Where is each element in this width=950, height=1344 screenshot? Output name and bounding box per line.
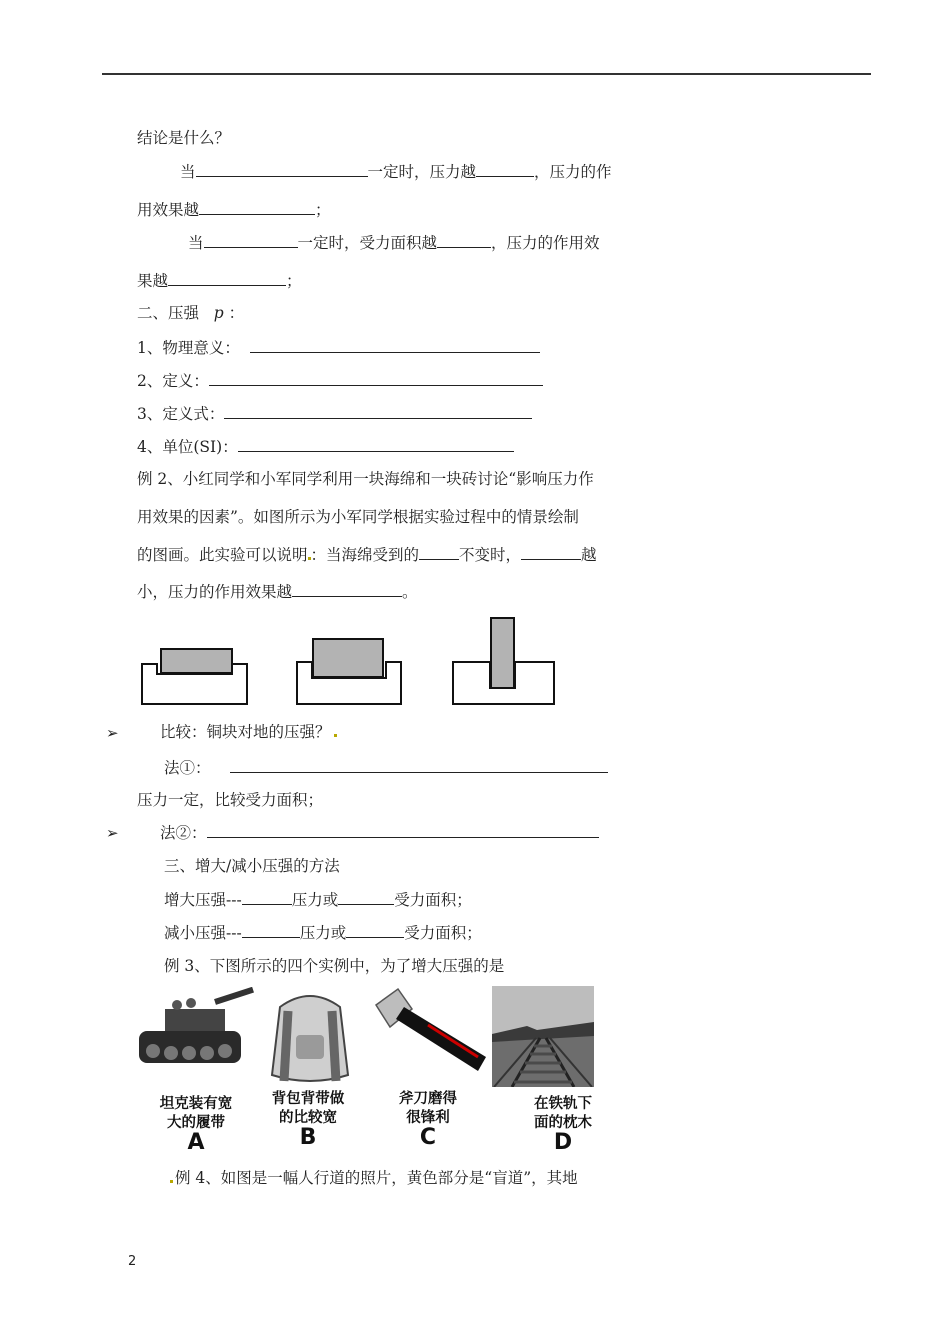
text-line: 1、物理意义： <box>137 337 540 358</box>
section-heading: 三、增大/减小压强的方法 <box>164 857 340 875</box>
text-line: 当 一定时，压力越 ，压力的作 <box>180 163 612 181</box>
text-line: 小，压力的作用效果越 。 <box>137 583 418 601</box>
bullet-arrow-icon: ➢ <box>106 824 119 842</box>
axe-image <box>368 987 490 1083</box>
text-line: 果越 ； <box>137 272 302 290</box>
text-line: 增大压强--- 压力或 受力面积； <box>164 891 472 909</box>
text-line: 压力一定，比较受力面积； <box>137 791 324 809</box>
backpack-image <box>260 987 360 1089</box>
text-line: 2、定义： <box>137 370 543 391</box>
example-caption: 背包背带做 的比较宽 B <box>271 1091 345 1150</box>
text-line: 结论是什么？ <box>137 129 231 147</box>
text-line: 3、定义式： <box>137 403 532 424</box>
page-number: 2 <box>128 1254 137 1269</box>
section-heading: 二、压强 p ： <box>137 304 245 322</box>
tank-image <box>135 987 255 1087</box>
example-caption: 斧刀磨得 很锋利 C <box>399 1091 457 1150</box>
text-line: 法①： <box>164 757 608 778</box>
brick-side <box>313 639 383 677</box>
bullet-arrow-icon: ➢ <box>106 724 119 742</box>
text-line: 用效果越 ； <box>137 201 331 219</box>
example-caption: 在铁轨下 面的枕木 D <box>534 1096 592 1155</box>
text-line: 例 3、下图所示的四个实例中，为了增大压强的是 <box>164 957 505 975</box>
text-line: 比较：铜块对地的压强？ <box>160 722 337 742</box>
text-line: 当 一定时，受力面积越 ，压力的作用效 <box>188 234 600 252</box>
example-caption: 坦克装有宽 大的履带 A <box>159 1096 233 1155</box>
text-line: 例 2、小红同学和小军同学利用一块海绵和一块砖讨论“影响压力作 <box>137 470 594 488</box>
brick-upright <box>491 618 514 688</box>
text-line: 例 4、如图是一幅人行道的照片，黄色部分是“盲道”，其地 <box>170 1168 578 1188</box>
header-rule <box>102 73 871 75</box>
text-line: 用效果的因素”。如图所示为小军同学根据实验过程中的情景绘制 <box>137 508 579 526</box>
brick-flat <box>161 649 232 673</box>
text-line: 法②： <box>160 822 599 843</box>
railway-image <box>492 986 594 1087</box>
text-line: 的图画。此实验可以说明 ：当海绵受到的 不变时， 越 <box>137 546 597 564</box>
text-line: 4、单位(SI)： <box>137 436 514 457</box>
sponge-brick-figure <box>135 612 565 712</box>
text-line: 减小压强--- 压力或 受力面积； <box>164 924 482 942</box>
